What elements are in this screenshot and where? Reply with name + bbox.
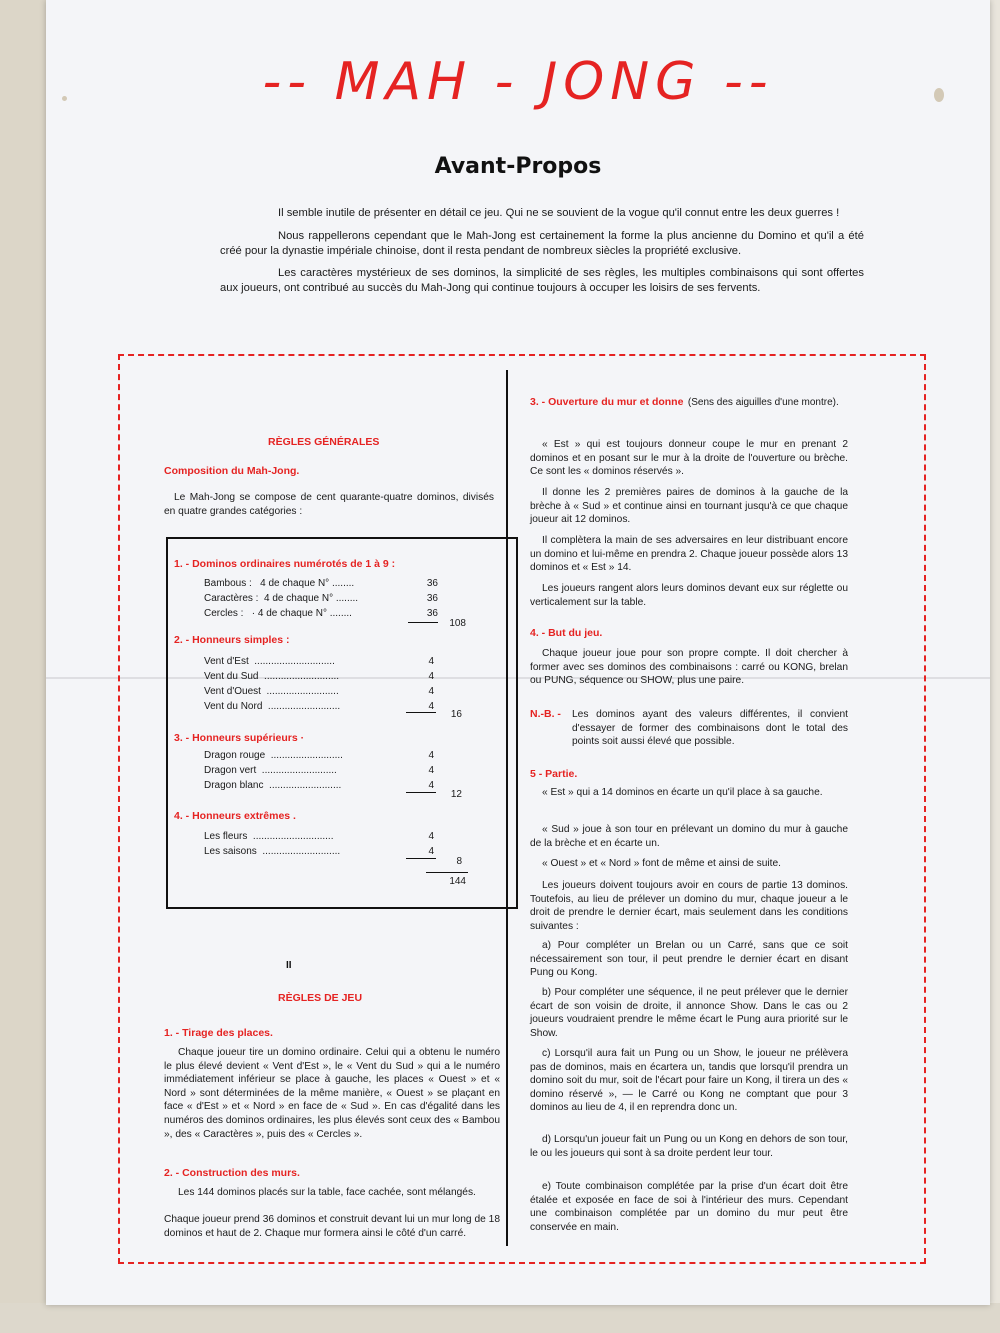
backdrop-strip — [0, 0, 48, 1333]
paragraph: « Est » qui a 14 dominos en écarte un qu'il place à sa gauche. — [542, 787, 823, 798]
nb-label: N.-B. - — [530, 708, 561, 720]
section-heading: RÈGLES DE JEU — [278, 992, 363, 1004]
table-row-value: 36 — [426, 578, 438, 589]
paragraph: Il complètera la main de ses adversaires en leur distribuant encore un domino et lui-même en prendra 2. Chaque joueur possède alors 13 dominos et « Est » 14. — [530, 535, 848, 574]
page-title: -- MAH - JONG -- — [262, 52, 774, 112]
table-row-value: 4 — [428, 656, 434, 667]
paragraph: Les dominos ayant des valeurs différentes, il convient d'essayer de former des combinaisons dont le total des points soit aussi élevé que possible. — [572, 709, 848, 748]
total-line — [426, 872, 468, 873]
table-row-label: Les fleurs ............................. — [204, 831, 334, 842]
paragraph: « Sud » joue à son tour en prélevant un domino du mur à gauche de la brèche et en écarte un. — [530, 824, 848, 849]
table-row-label: Cercles : · 4 de chaque N° ........ — [204, 608, 352, 619]
intro-paragraph: Nous rappellerons cependant que le Mah-Jong est certainement la forme la plus ancienne du Domino et qu'il a été créé pour la dynastie impériale chinoise, dont il resta pendant de nombreux siècles la propriété exclusive. — [220, 229, 864, 257]
subtotal-value: 12 — [450, 789, 462, 800]
table-category: 1. - Dominos ordinaires numérotés de 1 à 9 : — [174, 558, 396, 570]
section-heading: RÈGLES GÉNÉRALES — [268, 436, 380, 448]
paragraph: c) Lorsqu'il aura fait un Pung ou un Show, le joueur ne prélèvera pas de dominos, mais en écartera un, tandis que lorsqu'il prendra un domino soit du mur, soit de l'écart pour faire un Kong, il tirera un des « domino réservé », — le Carré ou Kong ne comptant que pour 3 dominos au lieu de 4, il en reprendra donc un. — [530, 1048, 848, 1114]
table-row-label: Vent d'Est ............................. — [204, 656, 335, 667]
subtotal-value: 108 — [449, 618, 466, 629]
table-row-value: 36 — [426, 593, 438, 604]
table-row-value: 4 — [428, 686, 434, 697]
table-row-label: Les saisons ............................ — [204, 846, 341, 857]
paragraph: d) Lorsqu'un joueur fait un Pung ou un Kong en dehors de son tour, le ou les joueurs qui sont à sa droite perdent leur tour. — [530, 1134, 848, 1159]
paragraph: Les joueurs rangent alors leurs dominos devant eux sur réglette ou verticalement sur la table. — [530, 583, 848, 608]
table-row-label: Vent du Sud ........................... — [204, 671, 340, 682]
intro-paragraph: Il semble inutile de présenter en détail ce jeu. Qui ne se souvient de la vogue qu'il connut entre les deux guerres ! — [278, 207, 840, 219]
table-row-label: Vent d'Ouest .......................... — [204, 686, 339, 697]
table-row-label: Caractères : 4 de chaque N° ........ — [204, 593, 359, 604]
section-note: (Sens des aiguilles d'une montre). — [687, 397, 839, 408]
paragraph: Il donne les 2 premières paires de dominos à la gauche de la brèche à « Sud » et continue ainsi en tournant jusqu'à ce que chaque joueur ait 12 dominos. — [530, 487, 848, 526]
table-row-label: Vent du Nord .......................... — [204, 701, 341, 712]
paragraph: Les 144 dominos placés sur la table, face cachée, sont mélangés. — [178, 1187, 476, 1198]
intro-block — [220, 206, 864, 304]
paragraph: Chaque joueur tire un domino ordinaire. Celui qui a obtenu le numéro le plus élevé devient « Vent d'Est », le « Vent du Sud » qui a le numéro immédiatement inférieur se place à gauche, les places « Ouest » et « Nord » sont déterminées de la même manière, « Ouest » se plaçant en face « d'Est » et « Nord » en face de « Sud ». En cas d'égalité dans les numéros des dominos ordinaires, les plus élevés sont ceux des « Bambou », des « Caractères », puis des « Cercles ». — [164, 1047, 500, 1140]
table-row-label: Bambous : 4 de chaque N° ........ — [204, 578, 355, 589]
section-heading-row — [530, 394, 848, 410]
paragraph: Chaque joueur joue pour son propre compte. Il doit chercher à former avec ses dominos des combinaisons : carré ou KONG, brelan ou PUNG, séquence ou SHOW, plus une paire. — [530, 648, 848, 687]
table-category: 2. - Honneurs simples : — [174, 634, 290, 646]
paragraph: a) Pour compléter un Brelan ou un Carré, sans que ce soit nécessairement son tour, il peut prendre le dernier écart en disant Pung ou Kong. — [530, 940, 848, 979]
roman-numeral: II — [286, 960, 292, 971]
subtotal-value: 16 — [450, 709, 462, 720]
table-row-value: 4 — [428, 846, 434, 857]
table-category: 4. - Honneurs extrêmes . — [174, 810, 296, 822]
table-row-value: 36 — [426, 608, 438, 619]
table-row-value: 4 — [428, 750, 434, 761]
table-row-value: 4 — [428, 701, 434, 712]
section-heading: 1. - Tirage des places. — [164, 1027, 273, 1039]
section-heading: 5 - Partie. — [530, 768, 578, 780]
paragraph: e) Toute combinaison complétée par la prise d'un écart doit être étalée et exposée en face de soi à l'intérieur des murs. Cependant une combinaison complétée par un domino du mur peut être conservée en main. — [530, 1181, 848, 1233]
table-row-value: 4 — [428, 780, 434, 791]
table-row-label: Dragon vert ........................... — [204, 765, 337, 776]
backdrop-bottom — [0, 1303, 1000, 1333]
table-row-value: 4 — [428, 671, 434, 682]
paragraph: Chaque joueur prend 36 dominos et construit devant lui un mur long de 18 dominos et haut de 2. Chaque mur formera ainsi le côté d'un carré. — [164, 1214, 500, 1239]
subtotal-value: 8 — [456, 856, 462, 867]
table-category: 3. - Honneurs supérieurs · — [174, 732, 305, 744]
section-heading: Composition du Mah-Jong. — [164, 465, 300, 477]
paper-sheet — [46, 0, 990, 1305]
table-row-value: 4 — [428, 831, 434, 842]
paragraph: « Est » qui est toujours donneur coupe le mur en prenant 2 dominos et en posant sur le mur à la droite de l'ouverture ou brèche. Ce sont les « dominos réservés ». — [530, 439, 848, 478]
paragraph: Le Mah-Jong se compose de cent quarante-quatre dominos, divisés en quatre grandes catégories : — [164, 492, 494, 517]
table-row-value: 4 — [428, 765, 434, 776]
intro-paragraph: Les caractères mystérieux de ses dominos, la simplicité de ses règles, les multiples combinaisons qui sont offertes aux joueurs, ont contribué au succès du Mah-Jong qui continue toujours à occuper les loisirs de ses fervents. — [220, 267, 864, 295]
section-heading: 4. - But du jeu. — [530, 627, 603, 639]
paragraph: Les joueurs doivent toujours avoir en cours de partie 13 dominos. Toutefois, au lieu de prélever un domino du mur, chaque joueur a le droit de prendre le dernier écart, mais seulement dans les conditions suivantes : — [530, 880, 848, 932]
section-heading: 2. - Construction des murs. — [164, 1167, 300, 1179]
paragraph: b) Pour compléter une séquence, il ne peut prélever que le dernier écart de son voisin de droite, il annonce Show. Dans le cas ou 2 joueurs voudraient prendre le même écart le Pung aura priorité sur le Show. — [530, 987, 848, 1039]
table-row-label: Dragon blanc .......................... — [204, 780, 342, 791]
table-row-label: Dragon rouge .......................... — [204, 750, 343, 761]
grand-total: 144 — [449, 876, 466, 887]
page-subtitle: Avant-Propos — [434, 154, 602, 179]
paragraph: « Ouest » et « Nord » font de même et ainsi de suite. — [542, 858, 781, 869]
section-heading: 3. - Ouverture du mur et donne — [530, 396, 684, 408]
